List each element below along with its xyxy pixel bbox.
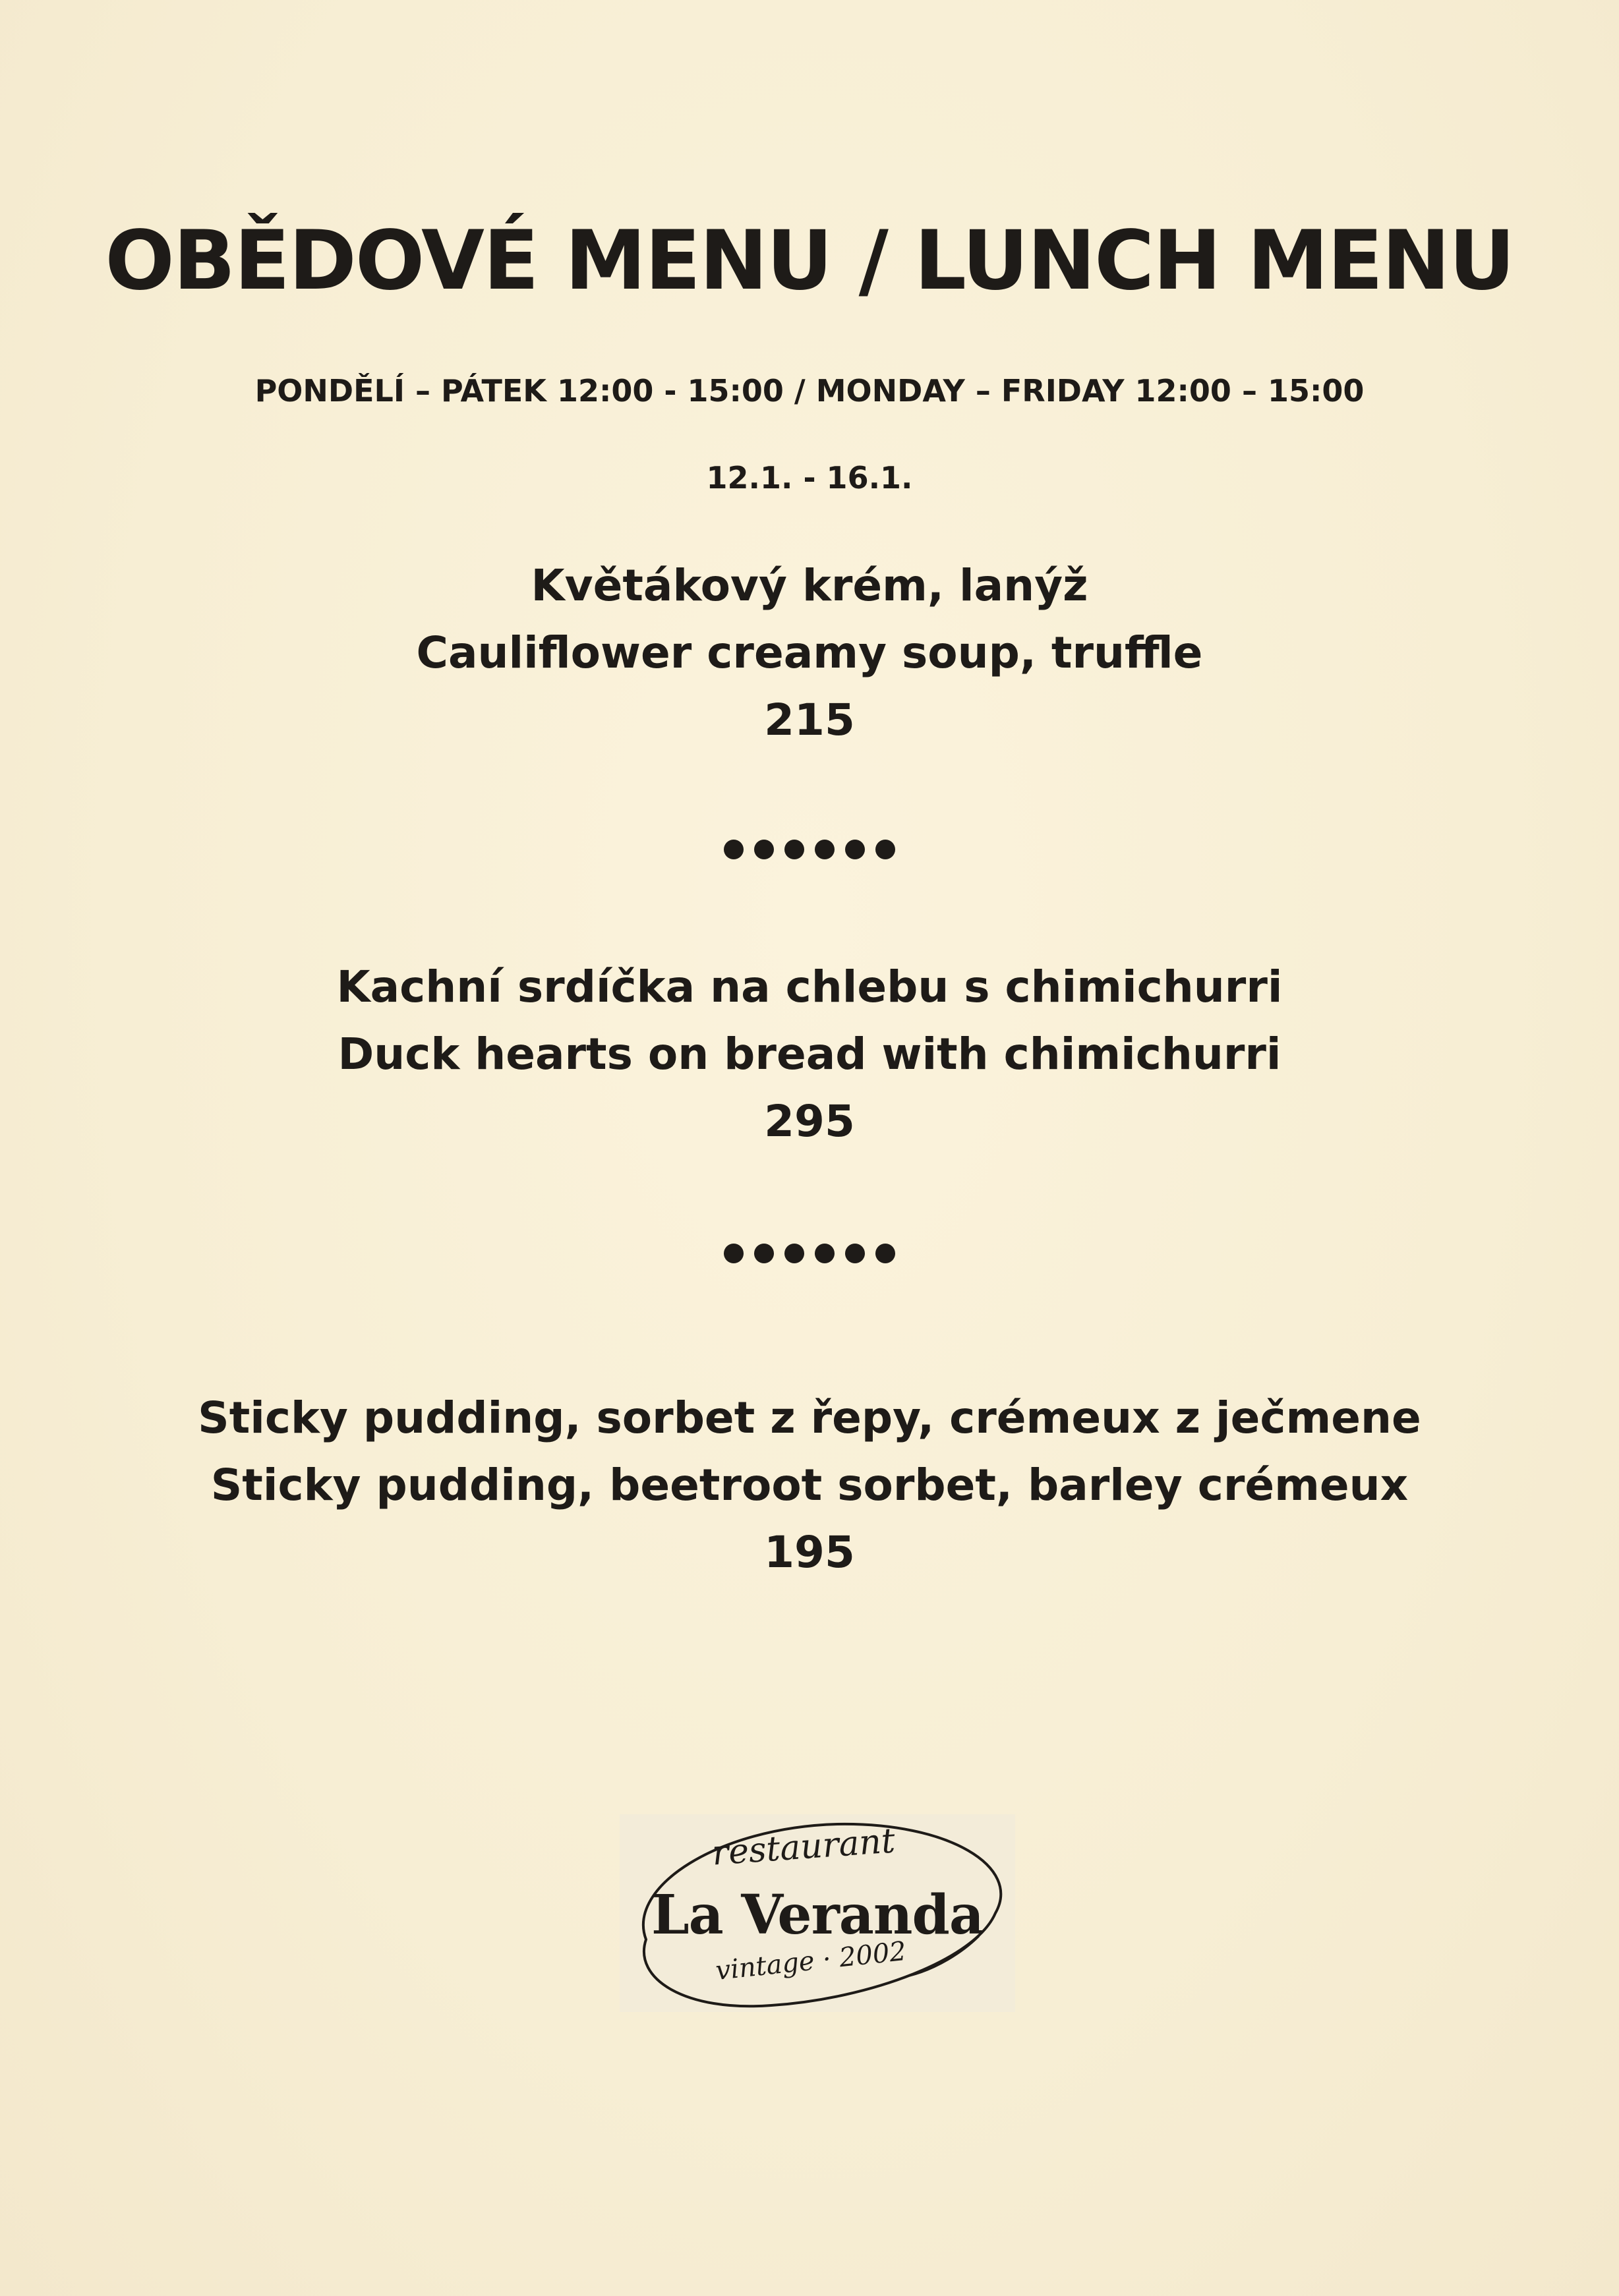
dish-item-dessert xyxy=(0,1385,1619,1586)
dish-item-main xyxy=(0,954,1619,1155)
dish-item-soup xyxy=(0,552,1619,754)
dish-name-en: Cauliflower creamy soup, truffle xyxy=(416,627,1203,678)
dot-icon xyxy=(815,840,835,859)
dot-icon xyxy=(875,1244,895,1263)
dish-name-cz: Kachní srdíčka na chlebu s chimichurri xyxy=(336,961,1283,1012)
logo-name: La Veranda xyxy=(651,1883,984,1947)
menu-title: OBĚDOVÉ MENU / LUNCH MENU xyxy=(105,214,1514,308)
menu-dates: 12.1. - 16.1. xyxy=(706,460,913,496)
dot-icon xyxy=(845,840,865,859)
dot-icon xyxy=(754,840,774,859)
dot-icon xyxy=(754,1244,774,1263)
dot-icon xyxy=(815,1244,835,1263)
dot-icon xyxy=(875,840,895,859)
dish-name-en: Duck hearts on bread with chimichurri xyxy=(338,1029,1281,1079)
dot-icon xyxy=(784,1244,804,1263)
dot-separator xyxy=(0,1237,1619,1270)
logo-tagline-top: restaurant xyxy=(711,1821,897,1874)
dish-name-cz: Sticky pudding, sorbet z řepy, crémeux z ječmene xyxy=(198,1392,1421,1443)
dish-price: 215 xyxy=(764,695,855,745)
dot-icon xyxy=(724,1244,744,1263)
dish-name-en: Sticky pudding, beetroot sorbet, barley crémeux xyxy=(210,1460,1409,1510)
dot-icon xyxy=(845,1244,865,1263)
dish-name-cz: Květákový krém, lanýž xyxy=(531,560,1088,611)
dish-price: 195 xyxy=(764,1527,855,1578)
logo-tagline-bottom: vintage · 2002 xyxy=(714,1936,908,1987)
dot-separator xyxy=(0,833,1619,866)
dot-icon xyxy=(724,840,744,859)
opening-hours: PONDĚLÍ – PÁTEK 12:00 - 15:00 / MONDAY – FRIDAY 12:00 – 15:00 xyxy=(254,373,1365,409)
restaurant-logo xyxy=(620,1814,1015,2012)
dot-icon xyxy=(784,840,804,859)
dish-price: 295 xyxy=(764,1096,855,1147)
